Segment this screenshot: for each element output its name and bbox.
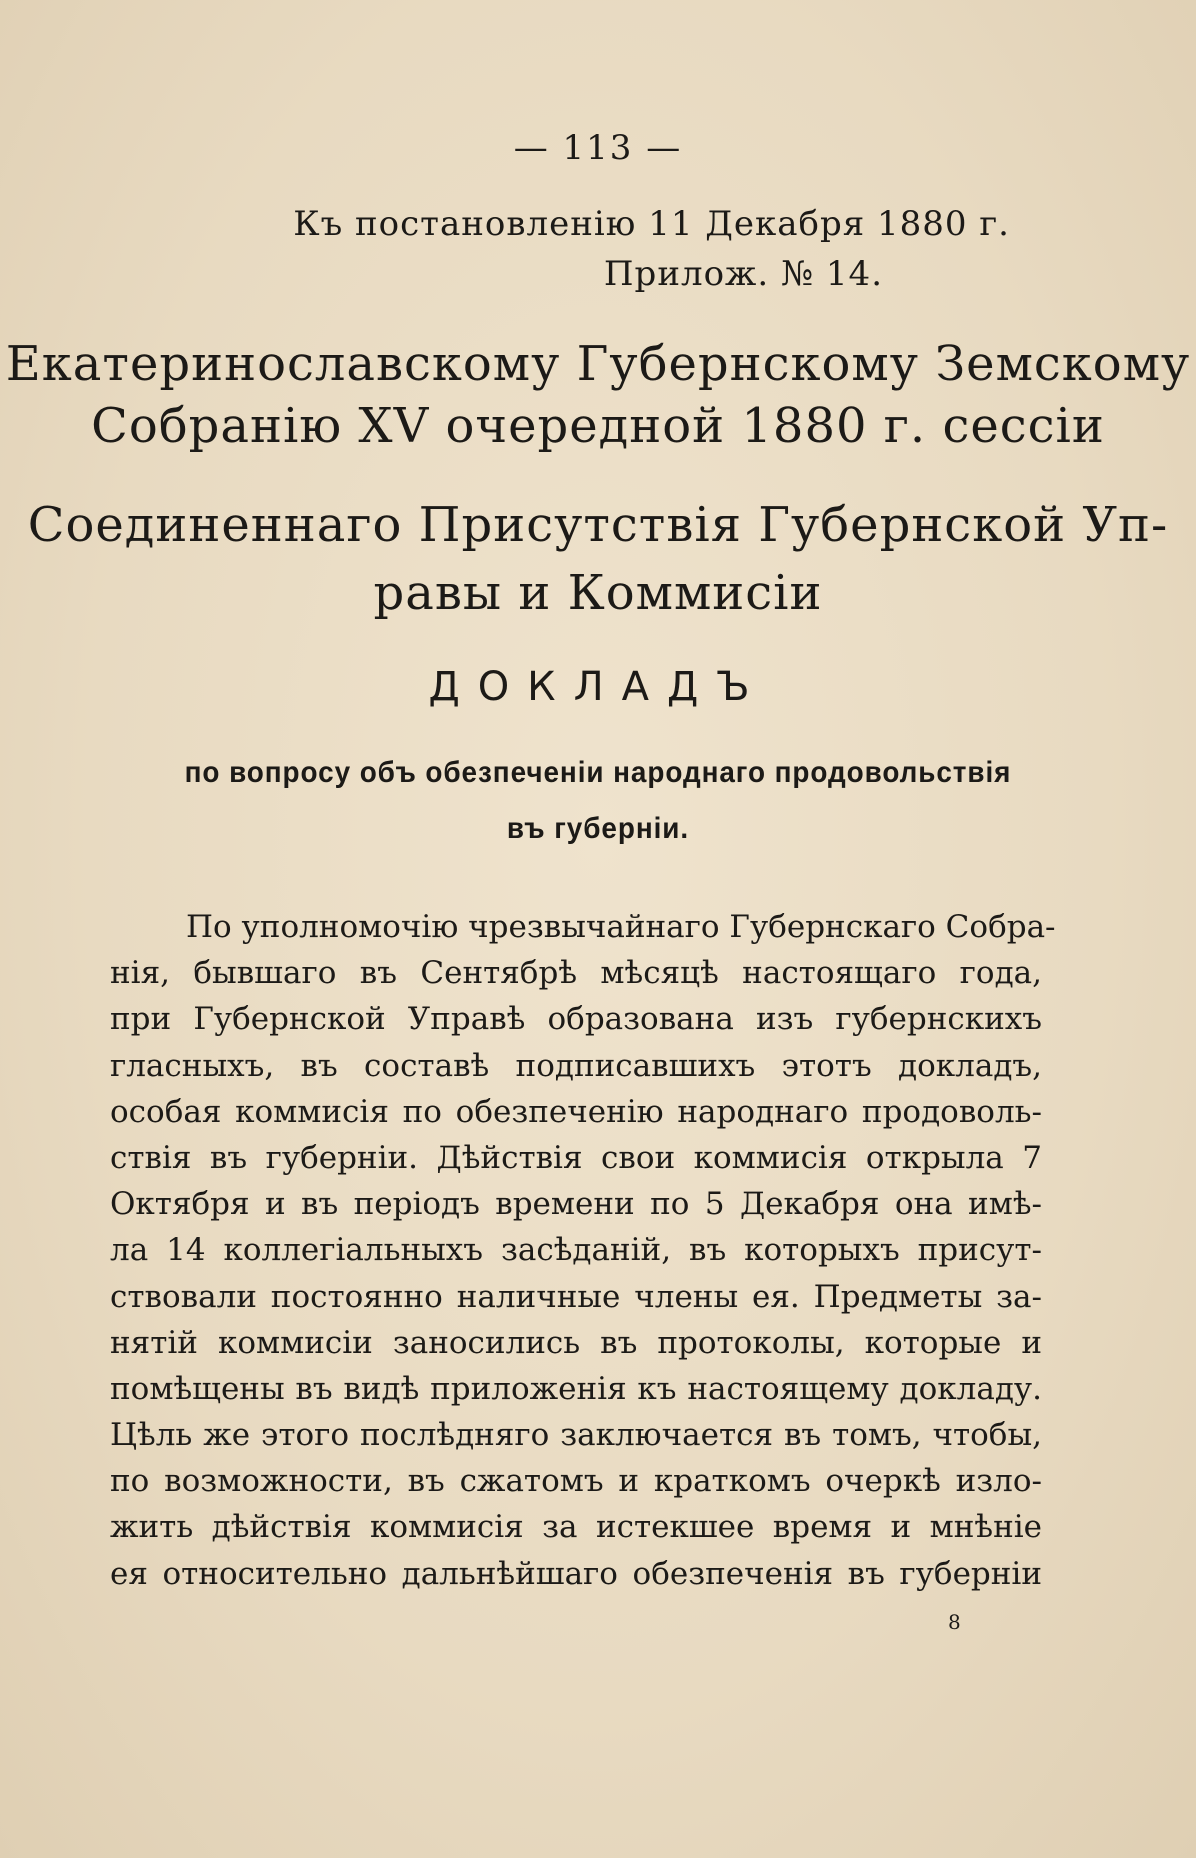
body-line: особая коммисія по обезпеченію народнаго продоволь- [110, 1093, 1042, 1130]
body-line: нія, бывшаго въ Сентябрѣ мѣсяцѣ настоящаго года, [110, 955, 1042, 992]
body-line: гласныхъ, въ составѣ подписавшихъ этотъ докладъ, [110, 1047, 1042, 1084]
reference-appendix: Прилож. № 14. [603, 254, 883, 294]
subject-line-2: въ губерніи. [506, 812, 690, 845]
body-line: при Губернской Управѣ образована изъ губернскихъ [110, 1001, 1042, 1038]
body-line: жить дѣйствія коммисія за истекшее время и мнѣніе [110, 1509, 1042, 1546]
body-line: Цѣль же этого послѣдняго заключается въ томъ, чтобы, [110, 1417, 1042, 1454]
title-line-1: Екатеринославскому Губернскому Земскому [5, 336, 1191, 392]
page-number: — 113 — [513, 128, 683, 168]
body-line: Октября и въ періодъ времени по 5 Декабря она имѣ- [110, 1186, 1042, 1223]
body-line: ла 14 коллегіальныхъ засѣданій, въ которыхъ присут- [110, 1232, 1042, 1269]
body-line: ствовали постоянно наличные члены ея. Предметы за- [110, 1278, 1042, 1315]
body-line: помѣщены въ видѣ приложенія къ настоящему докладу. [110, 1370, 1042, 1407]
body-paragraph [110, 904, 1056, 1597]
body-line: По уполномочію чрезвычайнаго Губернскаго Собра- [186, 909, 1056, 945]
title-line-2: Собранію XV очередной 1880 г. сессіи [91, 398, 1105, 454]
title-line-3: Соединеннаго Присутствія Губернской Уп- [27, 497, 1169, 553]
title-line-4: равы и Коммисіи [373, 565, 823, 621]
reference-resolution: Къ постановленію 11 Декабря 1880 г. [293, 204, 1010, 244]
body-line: ствія въ губерніи. Дѣйствія свои коммисія открыла 7 [110, 1139, 1042, 1176]
body-line: ея относительно дальнѣйшаго обезпеченія въ губерніи [110, 1555, 1042, 1592]
report-heading: ДОКЛАДЪ [428, 664, 768, 710]
body-line: нятій коммисіи заносились въ протоколы, которые и [110, 1324, 1042, 1361]
body-line: по возможности, въ сжатомъ и краткомъ очеркѣ изло- [110, 1463, 1042, 1500]
signature-mark: 8 [948, 1610, 961, 1634]
subject-line-1: по вопросу объ обезпеченіи народнаго продовольствія [184, 756, 1012, 789]
